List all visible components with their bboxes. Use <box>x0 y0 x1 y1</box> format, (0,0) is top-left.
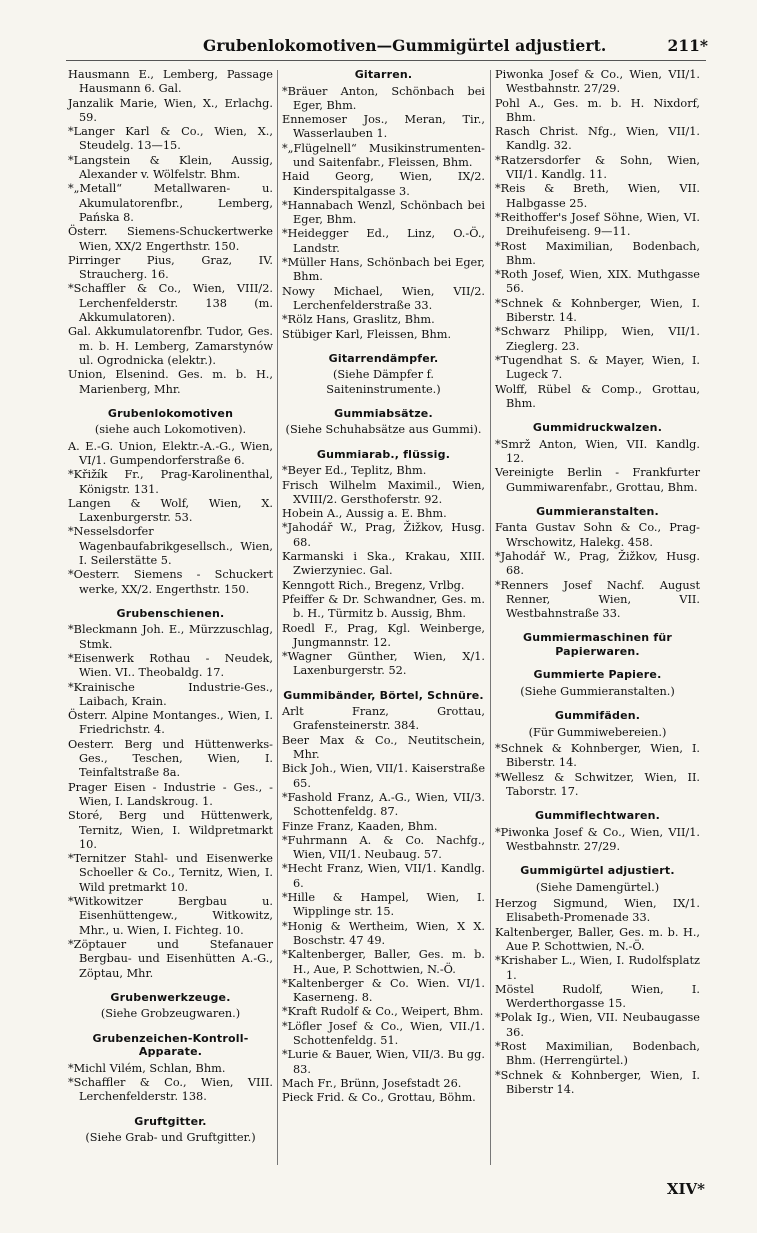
directory-entry: Mach Fr., Brünn, Josefstadt 26. <box>282 1076 462 1090</box>
directory-entry: *Jahodář W., Prag, Žižkov, Husg. 68. <box>495 549 700 578</box>
directory-entry: *Smrž Anton, Wien, VII. Kandlg. 12. <box>495 437 700 465</box>
directory-entry: *Zöptauer und Stefanauer Bergbau- und Eisenhütten A.-G., Zöptau, Mhr. <box>68 937 273 980</box>
section-heading-gummiarab: Gummiarab., flüssig. <box>316 447 451 461</box>
entry-list <box>495 438 700 495</box>
section-heading-gummibaender: Gummibänder, Börtel, Schnüre. <box>283 688 484 702</box>
directory-entry: *Schnek & Kohnberger, Wien, I. Biberstr. 14. <box>495 741 700 770</box>
directory-entry: *Fashold Franz, A.-G., Wien, VII/3. Schottenfeldg. 87. <box>282 790 485 819</box>
entry-list <box>495 742 700 799</box>
directory-entry: *Langer Karl & Co., Wien, X., Steudelg. 13—15. <box>68 125 273 153</box>
directory-entry: *Kraft Rudolf & Co., Weipert, Bhm. <box>282 1005 484 1019</box>
directory-entry: *Ratzersdorfer & Sohn, Wien, VII/1. Kandlg. 11. <box>495 153 700 182</box>
section-heading-kontroll-apparate: Grubenzeichen-Kontroll-Apparate. <box>92 1031 249 1059</box>
directory-entry: *Ternitzer Stahl- und Eisenwerke Schoeller & Co., Ternitz, Wien, I. Wild pretmarkt 10. <box>68 852 273 894</box>
directory-entry: *Beyer Ed., Teplitz, Bhm. <box>282 464 427 478</box>
directory-entry: Beer Max & Co., Neutitschein, Mhr. <box>282 733 485 762</box>
section-heading-grubenlokomotiven: Grubenlokomotiven <box>107 406 234 420</box>
directory-entry: Pieck Frid. & Co., Grottau, Böhm. <box>282 1091 476 1105</box>
directory-entry: *Rost Maximilian, Bodenbach, Bhm. <box>495 239 700 267</box>
directory-entry: Bick Joh., Wien, VII/1. Kaiserstraße 65. <box>282 762 485 790</box>
directory-entry: Karmanski i Ska., Krakau, XIII. Zwierzyniec. Gal. <box>282 550 485 578</box>
cross-reference: (Siehe Gummieranstalten.) <box>520 684 675 698</box>
header-rule <box>66 60 706 61</box>
directory-entry: A. E.-G. Union, Elektr.-A.-G., Wien, VI/1. Gumpendorferstraße 6. <box>68 439 273 467</box>
directory-entry: *Roth Josef, Wien, XIX. Muthgasse 56. <box>495 268 700 296</box>
section-heading-grubenwerkzeuge: Grubenwerkzeuge. <box>110 990 231 1004</box>
cross-reference: (siehe auch Lokomotiven). <box>94 423 247 437</box>
directory-entry: *Bräuer Anton, Schönbach bei Eger, Bhm. <box>282 84 485 112</box>
section-heading-gummiguertel-adjustiert: Gummigürtel adjustiert. <box>520 864 675 878</box>
directory-entry: *Polak Ig., Wien, VII. Neubaugasse 36. <box>495 1011 700 1039</box>
directory-entry: Arlt Franz, Grottau, Grafensteinerstr. 384. <box>282 705 485 733</box>
directory-entry: Kenngott Rich., Bregenz, Vrlbg. <box>282 578 465 592</box>
directory-entry: Nowy Michael, Wien, VII/2. Lerchenfelderstraße 33. <box>282 284 485 312</box>
directory-entry: Prager Eisen - Industrie - Ges., -Wien, I. Landskroug. 1. <box>68 780 273 808</box>
cross-reference: (Siehe Grobzeugwaren.) <box>100 1007 241 1021</box>
section-heading-gummifaeden: Gummifäden. <box>554 709 641 723</box>
column-right <box>495 68 700 1097</box>
directory-entry: *Schnek & Kohnberger, Wien, I. Biberstr 14. <box>495 1068 700 1096</box>
section-heading-gummiabsaetze: Gummiabsätze. <box>334 406 433 420</box>
cross-reference: (Siehe Grab- und Gruftgitter.) <box>85 1131 256 1144</box>
directory-entry: *Tugendhat S. & Mayer, Wien, I. Lugeck 7. <box>495 353 700 382</box>
directory-entry: *Reis & Breth, Wien, VII. Halbgasse 25. <box>495 182 700 210</box>
directory-entry: *Langstein & Klein, Aussig, Alexander v. Wölfelstr. Bhm. <box>68 153 273 182</box>
directory-entry: *Witkowitzer Bergbau u. Eisenhüttengew., Witkowitz, Mhr., u. Wien, I. Fichteg. 10. <box>68 895 273 937</box>
signature-mark: XIV* <box>666 1180 705 1198</box>
page-title: Grubenlokomotiven—Gummigürtel adjustiert. <box>203 36 607 55</box>
entry-list <box>68 623 273 980</box>
directory-entry: *Kaltenberger & Co. Wien. VI/1. Kasernenɡ. 8. <box>282 976 485 1005</box>
page-header <box>68 36 708 58</box>
directory-entry: Ennemoser Jos., Meran, Tir., Wasserlauben 1. <box>282 113 485 141</box>
directory-entry: *Bleckmann Joh. E., Mürzzuschlag, Stmk. <box>68 623 273 651</box>
entry-list <box>495 826 700 855</box>
directory-entry: Möstel Rudolf, Wien, I. Werderthorgasse 15. <box>495 982 700 1011</box>
directory-entry: Janzalik Marie, Wien, X., Erlachg. 59. <box>68 96 273 124</box>
entry-list <box>282 464 485 678</box>
directory-entry: *Wagner Günther, Wien, X/1. Laxenburgerstr. 52. <box>282 650 485 678</box>
directory-entry: *Křižík Fr., Prag-Karolinenthal, Königstr. 131. <box>68 468 273 496</box>
entry-list <box>282 85 485 342</box>
cross-reference: (Siehe Schuhabsätze aus Gummi). <box>285 423 482 437</box>
directory-entry: *Hecht Franz, Wien, VII/1. Kandlg. 6. <box>282 862 485 890</box>
entry-list <box>282 705 485 1105</box>
directory-entry: *Rost Maximilian, Bodenbach, Bhm. (Herrengürtel.) <box>495 1040 700 1068</box>
directory-entry: Österr. Siemens-Schuckertwerke Wien, XX/2 Engerthstr. 150. <box>68 225 273 253</box>
entry-list <box>68 1062 273 1105</box>
section-heading-gummierte-papiere: Gummierte Papiere. <box>533 668 662 682</box>
directory-entry: Storé, Berg und Hüttenwerk, Ternitz, Wien, I. Wildpretmarkt 10. <box>68 809 273 851</box>
column-middle <box>282 68 485 1106</box>
directory-entry: Kaltenberger, Baller, Ges. m. b. H., Aue P. Schottwien, N.-Ö. <box>495 925 700 953</box>
directory-entry: *Schaffler & Co., Wien, VIII. Lerchenfelderstr. 138. <box>68 1075 273 1104</box>
column-divider-right <box>490 70 491 1165</box>
directory-entry: Haid Georg, Wien, IX/2. Kinderspitalgasse 3. <box>282 170 485 198</box>
section-heading-gummiermaschinen: Gummiermaschinen für Papierwaren. <box>523 631 672 658</box>
directory-entry: *Krainische Industrie-Ges., Laibach, Krain. <box>68 680 273 708</box>
directory-entry: Pohl A., Ges. m. b. H. Nixdorf, Bhm. <box>495 96 700 124</box>
directory-entry: Oesterr. Berg und Hüttenwerks-Ges., Teschen, Wien, I. Teinfaltstraße 8a. <box>68 737 273 780</box>
directory-entry: Gal. Akkumulatorenfbr. Tudor, Ges. m. b. H. Lemberg, Zamarstynów ul. Ogrodnicka (elektr.). <box>68 325 273 367</box>
section-heading-gitarren: Gitarren. <box>354 68 413 81</box>
directory-entry: *Löfler Josef & Co., Wien, VII./1. Schottenfeldg. 51. <box>282 1019 485 1048</box>
directory-entry: *„Flügelnell“ Musikinstrumenten- und Saitenfabr., Fleissen, Bhm. <box>282 141 485 169</box>
directory-entry: Finze Franz, Kaaden, Bhm. <box>282 819 438 833</box>
directory-entry: *Oesterr. Siemens - Schuckert werke, XX/2. Engerthstr. 150. <box>68 568 273 596</box>
section-heading-gummiflechtwaren: Gummiflechtwaren. <box>534 809 661 823</box>
section-heading-grubenschienen: Grubenschienen. <box>116 606 225 620</box>
directory-entry: *Schaffler & Co., Wien, VIII/2. Lerchenfelderstr. 138 (m. Akkumulatoren). <box>68 282 273 325</box>
directory-entry: Roedl F., Prag, Kgl. Weinberge, Jungmannstr. 12. <box>282 621 485 649</box>
column-left <box>68 68 273 1147</box>
directory-entry: *Schnek & Kohnberger, Wien, I. Biberstr. 14. <box>495 296 700 325</box>
directory-entry: Pfeiffer & Dr. Schwandner, Ges. m. b. H., Türmitz b. Aussig, Bhm. <box>282 592 485 621</box>
directory-entry: *Reithoffer's Josef Söhne, Wien, VI. Dreihufeiseng. 9—11. <box>495 210 700 239</box>
entry-list <box>495 897 700 1097</box>
directory-entry: Rasch Christ. Nfg., Wien, VII/1. Kandlg. 32. <box>495 125 700 153</box>
cross-reference: (Für Gummiwebereien.) <box>528 725 667 739</box>
entry-list <box>495 521 700 621</box>
directory-entry: Piwonka Josef & Co., Wien, VII/1. Westbahnstr. 27/29. <box>495 68 700 96</box>
directory-entry: *Hannabach Wenzl, Schönbach bei Eger, Bhm. <box>282 198 485 227</box>
directory-entry: *Hille & Hampel, Wien, I. Wipplinge str. 15. <box>282 891 485 919</box>
directory-entry: Vereinigte Berlin - Frankfurter Gummiwarenfabr., Grottau, Bhm. <box>495 466 700 494</box>
directory-entry: Frisch Wilhelm Maximil., Wien, XVIII/2. Gersthoferstr. 92. <box>282 478 485 506</box>
directory-entry: Herzog Sigmund, Wien, IX/1. Elisabeth-Promenade 33. <box>495 897 700 925</box>
directory-entry: Hobein A., Aussig a. E. Bhm. <box>282 507 447 521</box>
directory-entry: *Michl Vilém, Schlan, Bhm. <box>68 1061 226 1075</box>
section-heading-gummidruckwalzen: Gummidruckwalzen. <box>532 421 663 435</box>
directory-entry: *Heidegger Ed., Linz, O.-Ö., Landstr. <box>282 227 485 255</box>
section-heading-gitarrendaempfer: Gitarrendämpfer. <box>328 351 439 365</box>
directory-entry: Union, Elsenind. Ges. m. b. H., Marienberg, Mhr. <box>68 368 273 396</box>
directory-entry: *Wellesz & Schwitzer, Wien, II. Taborstr. 17. <box>495 770 700 798</box>
directory-entry: *Honig & Wertheim, Wien, X X. Boschstr. 47 49. <box>282 919 485 947</box>
cross-reference: (Siehe Dämpfer f. Saiteninstrumente.) <box>326 368 441 396</box>
directory-entry: *Fuhrmann A. & Co. Nachfg., Wien, VII/1. Neubaug. 57. <box>282 833 485 862</box>
directory-entry: *Nesselsdorfer Wagenbaufabrikgesellsch., Wien, I. Seilerstätte 5. <box>68 525 273 567</box>
directory-entry: Hausmann E., Lemberg, Passage Hausmann 6. Gal. <box>68 68 273 96</box>
directory-entry: Wolff, Rübel & Comp., Grottau, Bhm. <box>495 382 700 410</box>
directory-entry: *Krishaber L., Wien, I. Rudolfsplatz 1. <box>495 954 700 982</box>
section-heading-gummieranstalten: Gummieranstalten. <box>536 504 659 518</box>
directory-entry: Langen & Wolf, Wien, X. Laxenburgerstr. 53. <box>68 496 273 525</box>
directory-entry: *Eisenwerk Rothau - Neudek, Wien. VI.. Theobaldg. 17. <box>68 651 273 680</box>
directory-entry: Stübiger Karl, Fleissen, Bhm. <box>282 327 452 341</box>
directory-entry: *Piwonka Josef & Co., Wien, VII/1. Westbahnstr. 27/29. <box>495 825 700 853</box>
directory-entry: *Rölz Hans, Graslitz, Bhm. <box>282 313 435 327</box>
column-divider-left <box>277 70 278 1165</box>
directory-entry: *Jahodář W., Prag, Žižkov, Husg. 68. <box>282 521 485 549</box>
directory-entry: *Renners Josef Nachf. August Renner, Wien, VII. Westbahnstraße 33. <box>495 578 700 621</box>
directory-entry: Pirringer Pius, Graz, IV. Straucherg. 16. <box>68 253 273 282</box>
entry-list <box>68 68 273 397</box>
directory-entry: *Lurie & Bauer, Wien, VII/3. Bu gg. 83. <box>282 1048 485 1076</box>
cross-reference: (Siehe Damengürtel.) <box>535 880 660 894</box>
page-number: 211* <box>667 36 708 55</box>
directory-entry: *Kaltenberger, Baller, Ges. m. b. H., Aue, P. Schottwien, N.-Ö. <box>282 948 485 976</box>
directory-entry: *Müller Hans, Schönbach bei Eger, Bhm. <box>282 256 485 284</box>
directory-entry: *„Metall“ Metallwaren- u. Akumulatorenfbr., Lemberg, Pańska 8. <box>68 182 273 224</box>
directory-entry: Fanta Gustav Sohn & Co., Prag-Wrschowitz, Halekg. 458. <box>495 521 700 549</box>
directory-entry: Österr. Alpine Montanges., Wien, I. Friedrichstr. 4. <box>68 709 273 737</box>
entry-list <box>68 440 273 597</box>
entry-list <box>495 68 700 411</box>
directory-entry: *Schwarz Philipp, Wien, VII/1. Zieglerg. 23. <box>495 325 700 353</box>
section-heading-gruftgitter: Gruftgitter. <box>134 1114 207 1128</box>
